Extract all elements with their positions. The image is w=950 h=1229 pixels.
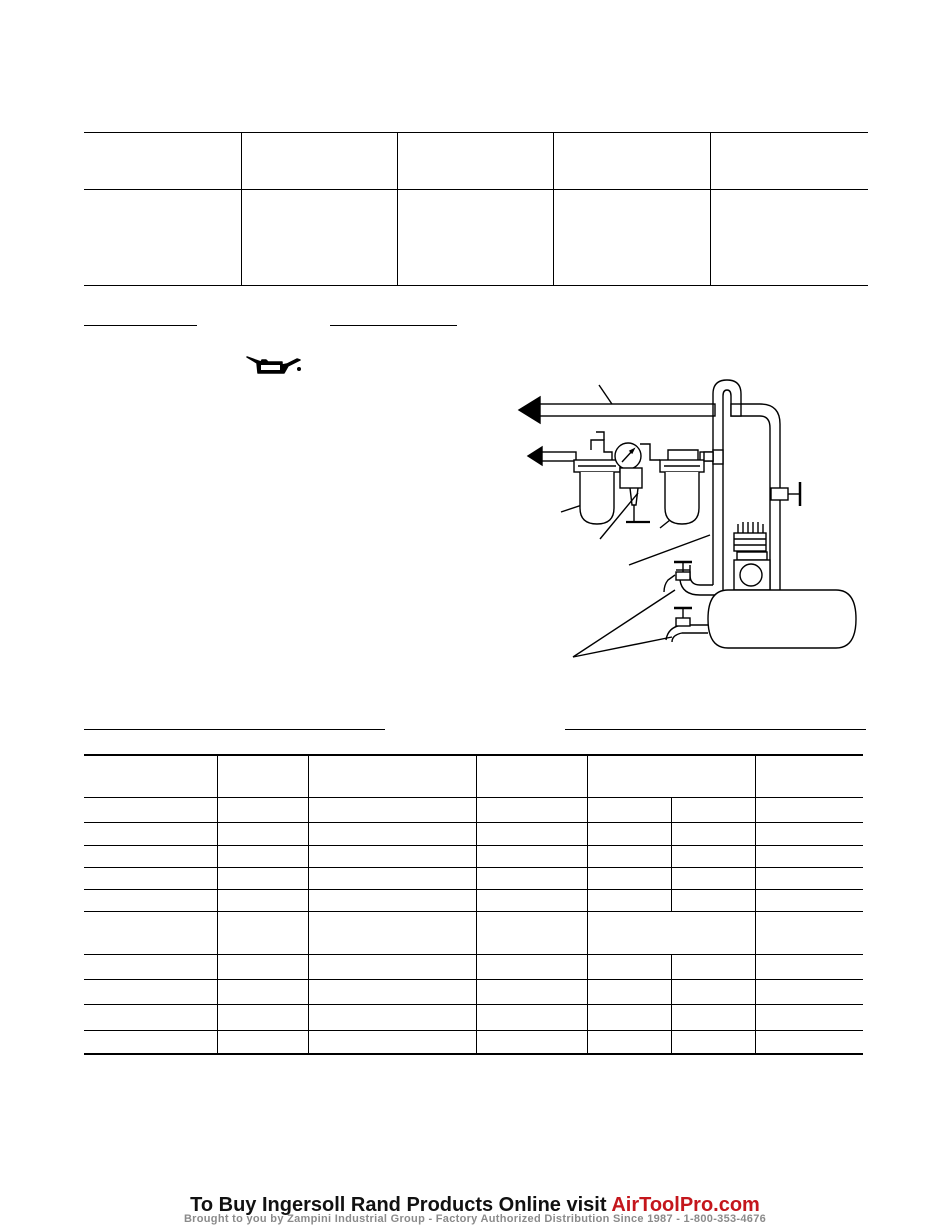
top-table-rule xyxy=(84,189,868,190)
bottom-table-rule xyxy=(84,889,863,890)
bottom-table-rule xyxy=(84,754,863,756)
heading-underline xyxy=(84,325,197,326)
top-table-rule xyxy=(84,285,868,286)
heading-underline xyxy=(330,325,457,326)
bottom-table-divider xyxy=(587,755,588,1054)
bottom-table-rule xyxy=(84,845,863,846)
footer-buy-text: To Buy Ingersoll Rand Products Online visit xyxy=(190,1194,612,1216)
air-system-diagram xyxy=(515,376,865,661)
leader-line xyxy=(629,535,710,565)
heading-underline xyxy=(84,729,385,730)
oil-can-icon xyxy=(244,352,304,378)
top-table-divider xyxy=(397,132,398,286)
bottom-table-divider xyxy=(308,755,309,1054)
bottom-table-divider xyxy=(476,755,477,1054)
bottom-table-divider xyxy=(671,797,672,912)
bottom-table-divider xyxy=(671,954,672,1054)
bottom-table-rule xyxy=(84,979,863,980)
bottom-table-rule xyxy=(84,954,863,955)
bottom-table-divider xyxy=(217,755,218,1054)
top-table-divider xyxy=(710,132,711,286)
bottom-table-divider xyxy=(755,755,756,1054)
heading-underline xyxy=(565,729,866,730)
bottom-table-rule xyxy=(84,797,863,798)
bottom-table-rule xyxy=(84,1004,863,1005)
bottom-table-rule xyxy=(84,1053,863,1055)
bottom-table-rule xyxy=(84,867,863,868)
footer-site-link[interactable]: AirToolPro.com xyxy=(611,1194,760,1216)
top-table-divider xyxy=(553,132,554,286)
arrow-left-icon xyxy=(519,397,540,423)
bottom-table-rule xyxy=(84,822,863,823)
bottom-table-rule xyxy=(84,1030,863,1031)
arrow-left-icon xyxy=(528,447,542,465)
top-table-divider xyxy=(241,132,242,286)
bottom-table-rule xyxy=(84,911,863,912)
top-table-rule xyxy=(84,132,868,133)
footer-subtext: Brought to you by Zampini Industrial Group - Factory Authorized Distribution Since 1987 - 1-800-353-4676 xyxy=(183,1213,767,1225)
